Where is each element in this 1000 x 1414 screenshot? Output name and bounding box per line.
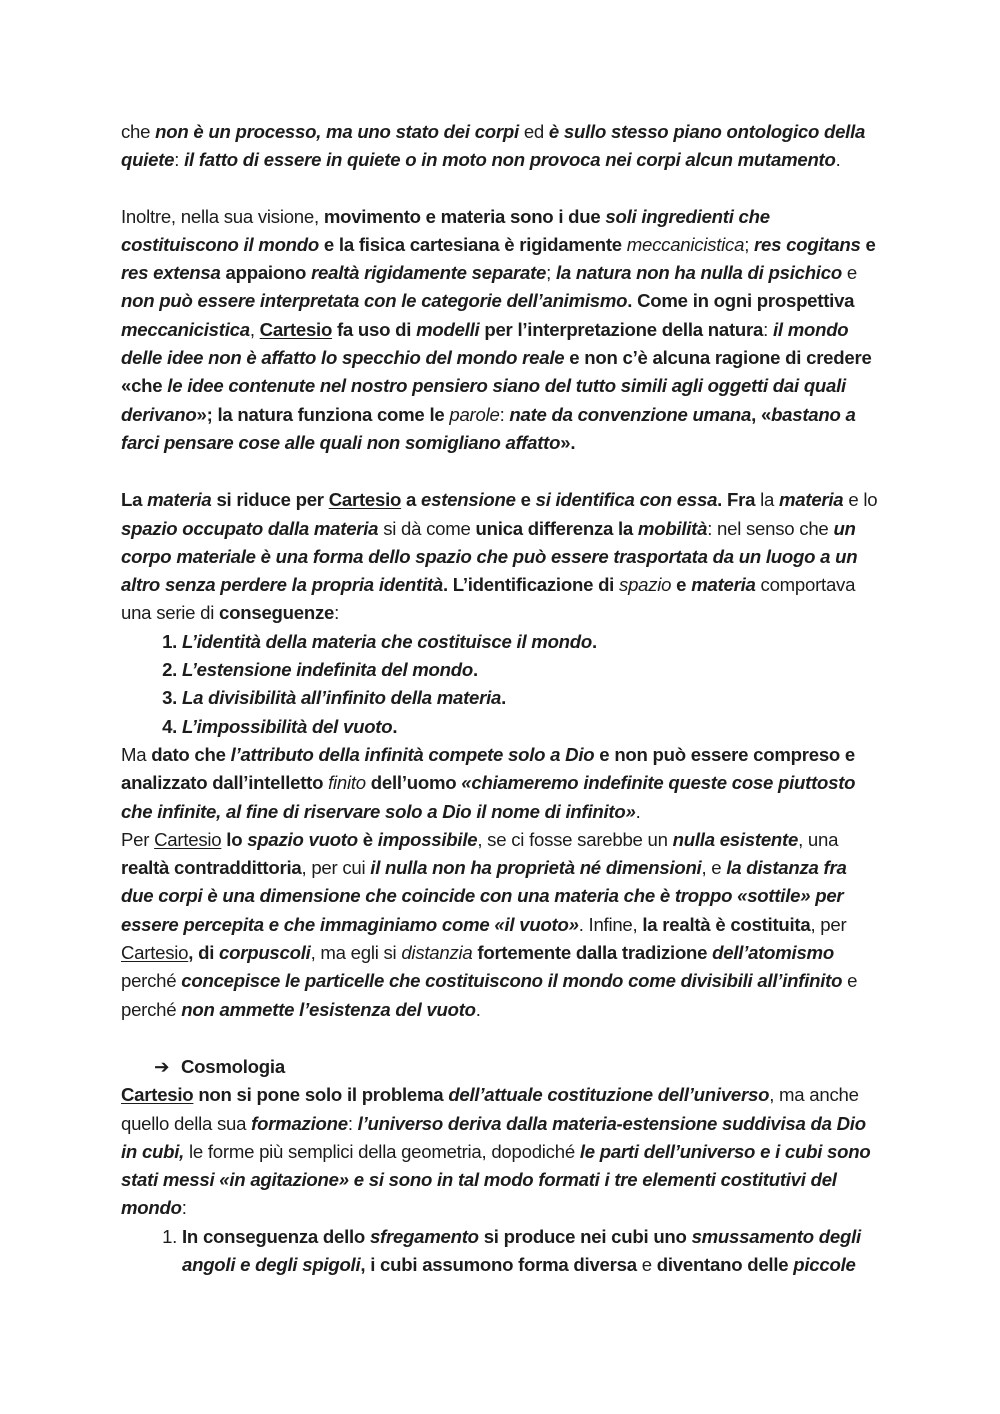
text-span: dell’atomismo [712, 942, 834, 964]
text-span: . L’identificazione di [442, 574, 620, 596]
text-span: a [401, 489, 422, 511]
text-span: res extensa [121, 262, 221, 284]
text-span: Cartesio [328, 489, 402, 511]
text-span: un corpo materiale è una forma dello spazio che può essere trasportata da un luogo a un altro senza perdere la propria identità [121, 517, 858, 596]
text-span: lo [221, 828, 248, 850]
text-span: L’estensione indefinita del mondo [182, 659, 473, 681]
paragraph-motion-state [121, 118, 881, 175]
text-span: parole [449, 403, 500, 425]
text-span: Cartesio [259, 318, 333, 340]
text-span: il fatto di essere in quiete o in moto non provoca nei corpi alcun mutamento [184, 149, 836, 171]
list-item [182, 1223, 881, 1280]
text-span: Cartesio [121, 1084, 194, 1106]
text-span: e [841, 262, 857, 284]
list-item: 1. L’identità della materia che costituisce il mondo. [182, 628, 881, 656]
text-span: bastano a farci pensare cose alle quali non somigliano affatto [121, 403, 856, 453]
text-span: : [347, 1112, 358, 1134]
text-span: Cartesio [121, 942, 189, 964]
text-span: spazio vuoto [247, 828, 358, 850]
text-span: Per [121, 828, 155, 850]
spacer [121, 175, 881, 203]
text-span: spazio occupato dalla materia [121, 517, 379, 539]
text-span: formazione [251, 1112, 348, 1134]
text-span: impossibile [377, 828, 478, 850]
text-span: perché [121, 970, 182, 992]
text-span: fortemente dalla tradizione [472, 942, 713, 964]
text-span: : [174, 149, 185, 171]
text-span: per l’interpretazione della natura [479, 318, 764, 340]
text-span: meccanicistica [626, 233, 745, 255]
text-span: , [249, 318, 260, 340]
list-item: 4. L’impossibilità del vuoto. [182, 713, 881, 741]
list-item: 2. L’estensione indefinita del mondo. [182, 656, 881, 684]
text-span: . Infine, [578, 913, 643, 935]
text-span: L’impossibilità del vuoto [182, 715, 393, 737]
text-span: la [755, 489, 779, 511]
text-span: , ma anche quello della sua [121, 1084, 859, 1134]
text-span: spazio [619, 574, 672, 596]
text-span: . [475, 998, 481, 1020]
text-span: , ma egli si [310, 942, 402, 964]
text-span: ; [744, 233, 755, 255]
paragraph-cosmology [121, 1081, 881, 1222]
text-span: e [860, 233, 876, 255]
text-span: estensione [421, 489, 516, 511]
text-span: sfregamento [369, 1225, 479, 1247]
text-span: il nulla non ha proprietà né dimensioni [370, 857, 702, 879]
text-span: : [763, 318, 773, 340]
text-span: mobilità [637, 517, 708, 539]
text-span: corpuscoli [219, 942, 311, 964]
text-span: è [357, 828, 378, 850]
text-span: e [636, 1253, 657, 1275]
text-span: si riduce per [211, 489, 329, 511]
text-span: modelli [416, 318, 480, 340]
text-span: . [635, 800, 641, 822]
text-span: nate da convenzione umana [509, 403, 752, 425]
text-span: : [181, 1197, 187, 1219]
text-span: Cartesio [154, 828, 222, 850]
text-span: e la fisica cartesiana è rigidamente [319, 233, 627, 255]
text-span: Ma [121, 743, 152, 765]
text-span: appaiono [220, 262, 312, 284]
text-span: , di [188, 942, 220, 964]
text-span: non si pone solo il problema [193, 1084, 449, 1106]
text-span: : [334, 602, 340, 624]
text-span: la realtà è costituita [642, 913, 811, 935]
text-span: realtà contraddittoria [121, 857, 302, 879]
text-span: , se ci fosse sarebbe un [477, 828, 673, 850]
text-span: l’attributo della infinità compete solo a Dio [230, 743, 595, 765]
text-span: materia [691, 574, 756, 596]
section-title: Cosmologia [181, 1055, 285, 1077]
text-span: nulla esistente [672, 828, 799, 850]
text-span: conseguenze [219, 602, 335, 624]
paragraph-void [121, 826, 881, 1024]
text-span: La [121, 489, 148, 511]
text-span: è sullo stesso piano ontologico della quiete [121, 121, 866, 171]
text-span: e lo [843, 489, 878, 511]
text-span: , per cui [301, 857, 371, 879]
text-span: che [121, 121, 156, 142]
text-span: materia [147, 489, 212, 511]
paragraph-matter-extension [121, 486, 881, 627]
text-span: comportava una serie di [121, 574, 856, 624]
text-span: smussamento degli angoli e degli spigoli [182, 1225, 861, 1275]
text-span: finito [328, 772, 366, 794]
text-span: si identifica con essa [535, 489, 718, 511]
text-span: non ammette l’esistenza del vuoto [181, 998, 476, 1020]
paragraph-infinity [121, 741, 881, 826]
text-span: soli ingredienti che costituiscono il mondo [121, 205, 770, 255]
text-span: materia [779, 489, 844, 511]
text-span: e [515, 489, 536, 511]
text-span: . [835, 149, 841, 171]
text-span: movimento e materia sono i due [323, 205, 606, 227]
text-span: dell’uomo [365, 772, 462, 794]
text-span: Inoltre, nella sua visione, [121, 205, 324, 227]
text-span: la natura non ha nulla di psichico [555, 262, 842, 284]
text-span: non può essere interpretata con le categorie dell’animismo [121, 290, 628, 312]
text-span: meccanicistica [121, 318, 250, 340]
arrow-icon: ➔ [154, 1055, 170, 1077]
text-span: ». [560, 431, 576, 453]
text-span: diventano delle [656, 1253, 794, 1275]
text-span: In conseguenza dello [182, 1225, 370, 1247]
text-span: ed [518, 121, 549, 142]
text-span: : nel senso che [707, 517, 834, 539]
text-span: e non c’è alcuna ragione di credere «che [121, 347, 872, 397]
text-span: e [671, 574, 692, 596]
text-span: , e [701, 857, 727, 879]
text-span: l’universo deriva dalla materia-estensione suddivisa da Dio in cubi, [121, 1112, 866, 1162]
text-span: «chiameremo indefinite queste cose piuttosto che infinite, al fine di riservare solo a Dio il nome di infinito» [121, 772, 856, 822]
text-span: piccole [793, 1253, 856, 1275]
text-span: dell’attuale costituzione dell’universo [448, 1084, 770, 1106]
text-span: La divisibilità all’infinito della materia [182, 687, 502, 709]
text-span: si dà come [378, 517, 476, 539]
text-span: dato che [151, 743, 231, 765]
text-span: L’identità della materia che costituisce il mondo [182, 630, 592, 652]
text-span: si produce nei cubi uno [478, 1225, 692, 1247]
text-span: : [499, 403, 510, 425]
text-span: e perché [121, 970, 858, 1020]
list-item: 3. La divisibilità all’infinito della materia. [182, 684, 881, 712]
text-span: fa uso di [332, 318, 417, 340]
paragraph-mechanism [121, 203, 881, 458]
text-span: unica differenza la [475, 517, 638, 539]
text-span: e non può essere compreso e analizzato dall’intelletto [121, 743, 856, 794]
section-heading-cosmologia [121, 1053, 881, 1081]
text-span: concepisce le particelle che costituiscono il mondo come divisibili all’infinito [181, 970, 843, 992]
text-span: il mondo delle idee non è affatto lo specchio del mondo reale [121, 318, 849, 369]
text-span: »; la natura funziona come le [196, 403, 450, 425]
text-span: , i cubi assumono forma diversa [360, 1253, 637, 1275]
text-span: res cogitans [754, 233, 861, 255]
text-span: le forme più semplici della geometria, dopodiché [184, 1140, 580, 1162]
text-span: ; [546, 262, 556, 284]
spacer [121, 1024, 881, 1053]
text-span: , « [751, 403, 772, 425]
document-page [121, 118, 881, 1279]
elements-list [121, 1223, 881, 1280]
consequences-list [121, 628, 881, 741]
text-span: . Come in ogni prospettiva [627, 290, 855, 312]
text-span: le parti dell’universo e i cubi sono stati messi «in agitazione» e si sono in tal modo formati i tre elementi costitutivi del mondo [121, 1140, 871, 1219]
text-span: realtà rigidamente separate [311, 262, 547, 284]
text-span: , per [810, 913, 847, 935]
text-span: . Fra [717, 489, 756, 511]
text-span: le idee contenute nel nostro pensiero siano del tutto simili agli oggetti dai quali derivano [121, 375, 846, 425]
spacer [121, 457, 881, 486]
text-span: la distanza fra due corpi è una dimensione che coincide con una materia che è troppo «sottile» per essere percepita e che immaginiamo come «il vuoto» [121, 857, 847, 935]
text-span: non è un processo, ma uno stato dei corpi [155, 121, 519, 142]
text-span: , una [798, 828, 839, 850]
text-span: distanzia [401, 942, 473, 964]
